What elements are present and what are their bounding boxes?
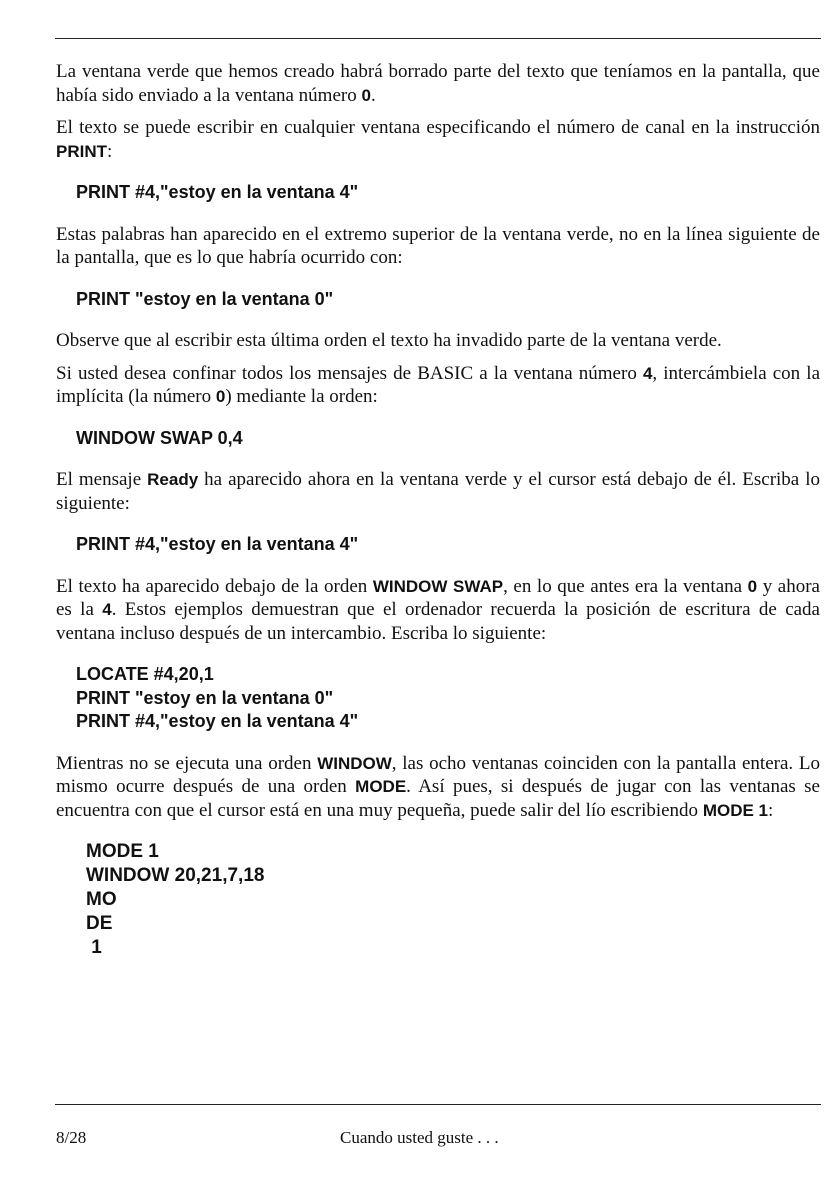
paragraph-6: El mensaje Ready ha aparecido ahora en la ventana verde y el cursor está debajo de él. Escriba lo siguiente: [56,469,821,514]
page-body [56,60,820,960]
code-print-4: PRINT #4,"estoy en la ventana 4" [76,182,359,202]
paragraph-2: El texto se puede escribir en cualquier ventana especificando el número de canal en la instrucción PRINT: [56,117,820,162]
running-footer-title: Cuando usted guste . . . [340,1128,499,1147]
paragraph-1: La ventana verde que hemos creado habrá borrado parte del texto que teníamos en la pantalla, que había sido enviado a la ventana número 0. [56,61,820,106]
code-block-mode [56,840,820,960]
code-line: MO [86,889,117,910]
top-rule [55,38,821,39]
code-line: 1 [86,937,102,958]
code-window-swap: WINDOW SWAP 0,4 [76,427,243,448]
paragraph-4: Observe que al escribir esta última orden el texto ha invadido parte de la ventana verde. [56,330,722,351]
bottom-rule [55,1104,821,1105]
paragraph-7: El texto ha aparecido debajo de la orden WINDOW SWAP, en lo que antes era la ventana 0 y ahora es la 4. Estos ejemplos demuestran que el ordenador recuerda la posición de escritura de cada ventana incluso después de un intercambio. Escriba lo siguiente: [56,575,820,644]
code-line: MODE 1 [86,841,159,862]
code-line: PRINT #4,"estoy en la ventana 4" [76,711,359,731]
paragraph-3: Estas palabras han aparecido en el extremo superior de la ventana verde, no en la línea siguiente de la pantalla, que es lo que habría ocurrido con: [56,223,820,268]
paragraph-5: Si usted desea confinar todos los mensajes de BASIC a la ventana número 4, intercámbiela con la implícita (la número 0) mediante la orden: [56,362,820,407]
code-line: WINDOW 20,21,7,18 [86,865,265,886]
code-line: LOCATE #4,20,1 [76,664,214,684]
code-line: PRINT "estoy en la ventana 0" [76,687,334,708]
code-line: DE [86,913,113,934]
code-print-0: PRINT "estoy en la ventana 0" [76,288,334,309]
code-block-locate [56,663,820,734]
paragraph-8: Mientras no se ejecuta una orden WINDOW, las ocho ventanas coinciden con la pantalla entera. Lo mismo ocurre después de una orden MODE. Así pues, si después de jugar con las ventanas se encuentra con que el cursor está en una muy pequeña, puede salir del lío escribiendo MODE 1: [56,752,820,821]
page-number: 8/28 [56,1128,87,1147]
code-print-4-again: PRINT #4,"estoy en la ventana 4" [76,534,359,554]
